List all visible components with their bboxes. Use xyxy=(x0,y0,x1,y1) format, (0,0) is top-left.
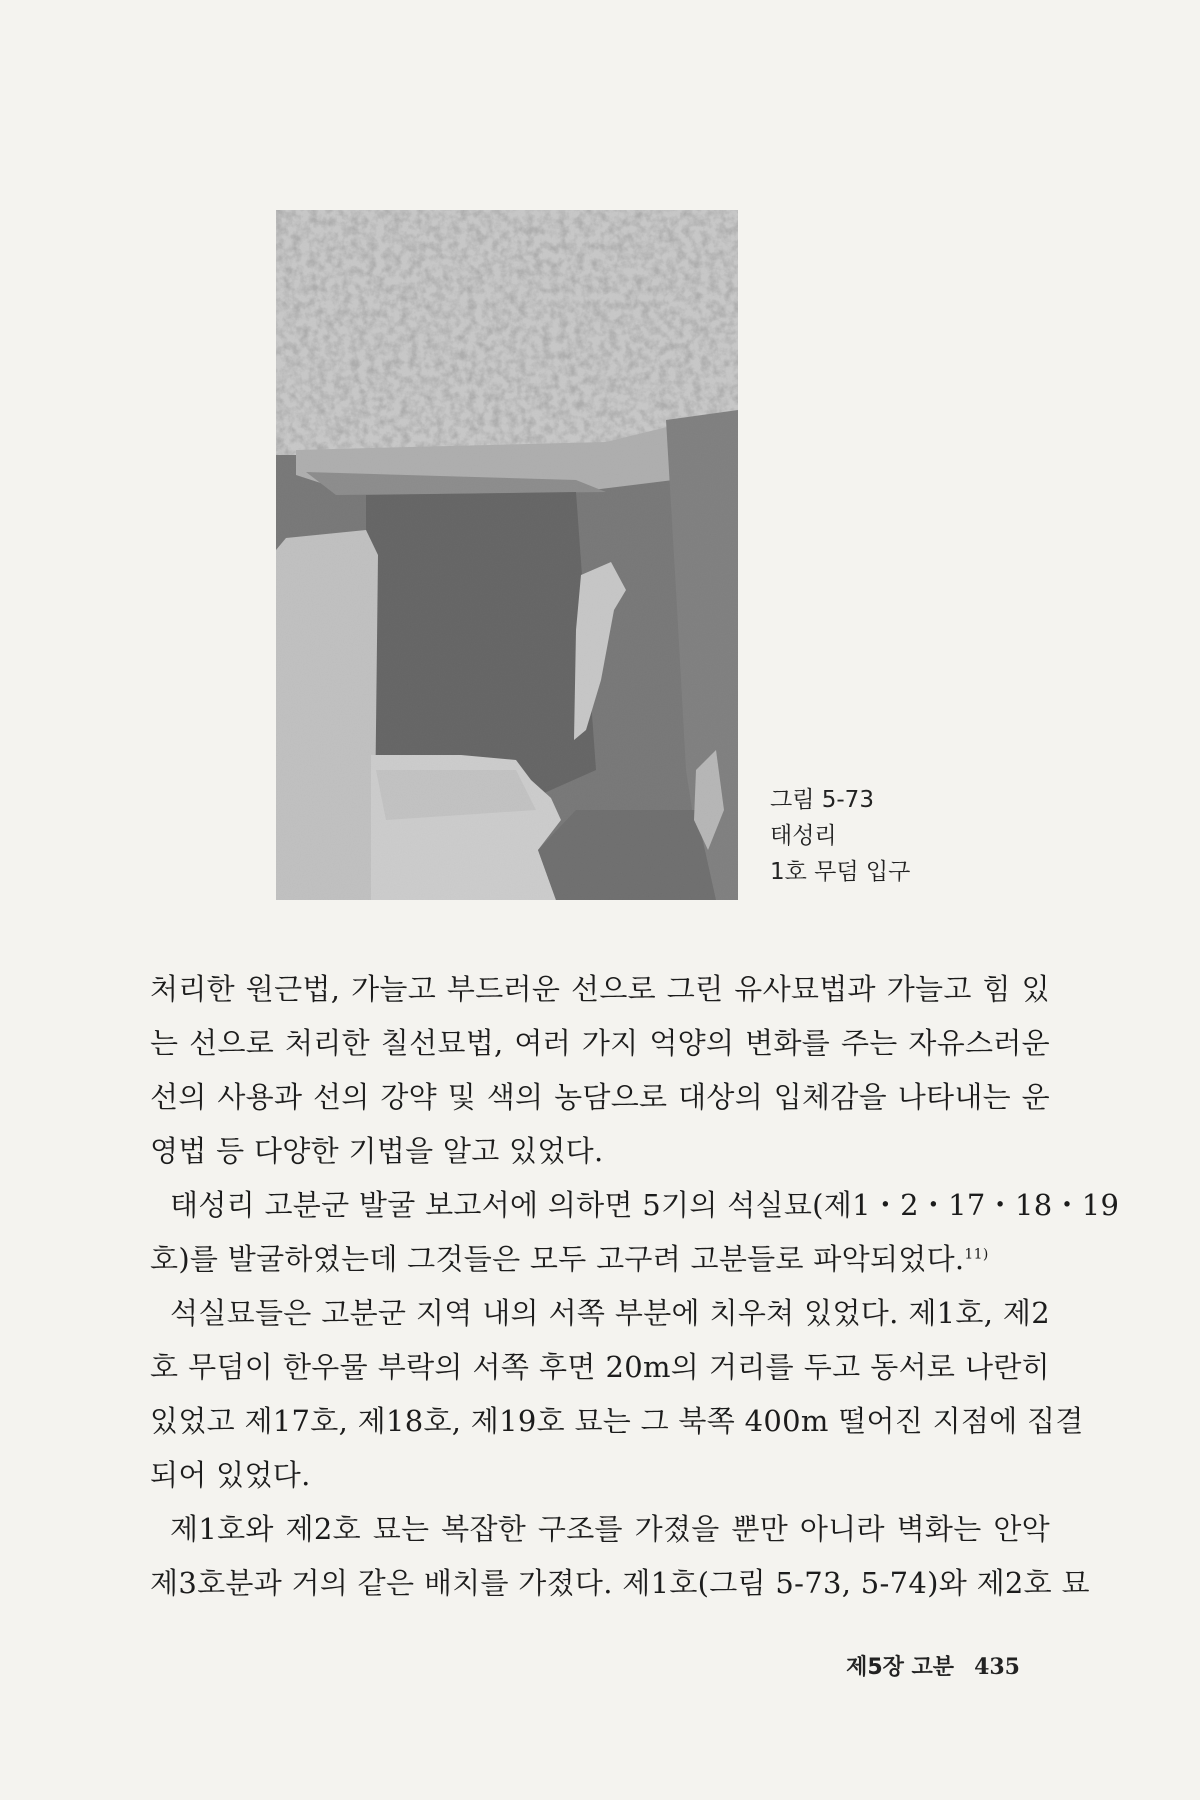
figure-place: 태성리 xyxy=(770,823,837,849)
text-line: 영법 등 다양한 기법을 알고 있었다. xyxy=(150,1134,604,1168)
figure-caption xyxy=(770,782,910,890)
body-text xyxy=(150,962,1120,1610)
text-line: 석실묘들은 고분군 지역 내의 서쪽 부분에 치우쳐 있었다. 제1호, 제2 xyxy=(170,1296,1050,1330)
text-line: 선의 사용과 선의 강약 및 색의 농담으로 대상의 입체감을 나타내는 운 xyxy=(150,1080,1050,1114)
text-line: 제3호분과 거의 같은 배치를 가졌다. 제1호(그림 5-73, 5-74)와 제2호 묘 xyxy=(150,1566,1090,1600)
text-line: 처리한 원근법, 가늘고 부드러운 선으로 그린 유사묘법과 가늘고 힘 있 xyxy=(150,972,1050,1006)
text-line: 있었고 제17호, 제18호, 제19호 묘는 그 북쪽 400m 떨어진 지점에 집결 xyxy=(150,1404,1084,1438)
text-line: 호)를 발굴하였는데 그것들은 모두 고구려 고분들로 파악되었다. xyxy=(150,1242,965,1276)
chapter-label: 제5장 고분 xyxy=(846,1655,955,1680)
text-line: 호 무덤이 한우물 부락의 서쪽 후면 20m의 거리를 두고 동서로 나란히 xyxy=(150,1350,1050,1384)
text-line: 되어 있었다. xyxy=(150,1458,311,1492)
footnote-reference: 11) xyxy=(964,1246,989,1263)
figure-subject: 1호 무덤 입구 xyxy=(770,859,911,885)
tomb-entrance-photo xyxy=(276,210,738,900)
text-line: 제1호와 제2호 묘는 복잡한 구조를 가졌을 뿐만 아니라 벽화는 안악 xyxy=(170,1512,1050,1546)
page-footer xyxy=(846,1650,1020,1681)
text-line: 태성리 고분군 발굴 보고서에 의하면 5기의 석실묘(제1・2・17・18・19 xyxy=(170,1188,1120,1222)
text-line: 는 선으로 처리한 칠선묘법, 여러 가지 억양의 변화를 주는 자유스러운 xyxy=(150,1026,1050,1060)
figure-number: 그림 5-73 xyxy=(770,787,874,813)
text-line-with-footnote xyxy=(150,1232,1050,1286)
page-number: 435 xyxy=(974,1654,1020,1680)
